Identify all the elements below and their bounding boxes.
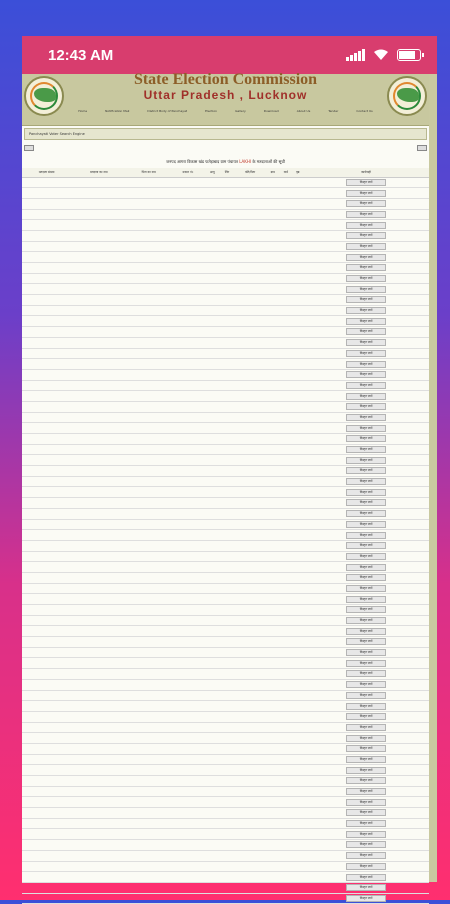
col-village: ग्राम (266, 168, 279, 177)
nav-election[interactable]: Election (205, 109, 218, 113)
notice-text: Panchayati Voter Search Engine (29, 132, 85, 136)
col-voter-no: मतदाता संख्या (22, 168, 71, 177)
table-row (22, 786, 429, 797)
table-row (22, 209, 429, 220)
table-row (22, 776, 429, 787)
status-icons (346, 49, 421, 61)
view-detail-button[interactable]: विस्तृत जानें (346, 756, 386, 763)
phone-screen (22, 36, 437, 900)
nav-download[interactable]: Download (263, 109, 279, 113)
view-detail-button[interactable]: विस्तृत जानें (346, 724, 386, 731)
table-row (22, 455, 429, 466)
site-title: State Election Commission (133, 71, 318, 88)
table-row (22, 220, 429, 231)
view-detail-button[interactable]: विस्तृत जानें (346, 328, 386, 335)
table-row (22, 188, 429, 199)
list-title-village: LAKHI (239, 159, 252, 164)
view-detail-button[interactable]: विस्तृत जानें (346, 564, 386, 571)
view-detail-button[interactable]: विस्तृत जानें (346, 692, 386, 699)
view-detail-button[interactable]: विस्तृत जानें (346, 222, 386, 229)
table-row (22, 327, 429, 338)
page-controls (22, 140, 429, 156)
view-detail-button[interactable]: विस्तृत जानें (346, 809, 386, 816)
table-row (22, 295, 429, 306)
signal-icon (346, 49, 365, 61)
table-row (22, 797, 429, 808)
view-detail-button[interactable]: विस्तृत जानें (346, 414, 386, 421)
nav-contact-us[interactable]: Contact Us (356, 109, 373, 113)
view-detail-button[interactable]: विस्तृत जानें (346, 254, 386, 261)
view-detail-button[interactable]: विस्तृत जानें (346, 841, 386, 848)
view-detail-button[interactable]: विस्तृत जानें (346, 478, 386, 485)
table-row (22, 273, 429, 284)
table-row (22, 733, 429, 744)
view-detail-button[interactable]: विस्तृत जानें (346, 425, 386, 432)
table-row (22, 369, 429, 380)
table-row (22, 540, 429, 551)
voter-table (22, 168, 429, 904)
table-row (22, 198, 429, 209)
view-detail-button[interactable]: विस्तृत जानें (346, 638, 386, 645)
view-detail-button[interactable]: विस्तृत जानें (346, 200, 386, 207)
table-row (22, 466, 429, 477)
table-row (22, 679, 429, 690)
col-house-no: मकान नं० (171, 168, 205, 177)
table-row (22, 818, 429, 829)
table-row (22, 263, 429, 274)
table-row (22, 743, 429, 754)
table-row (22, 861, 429, 872)
table-row (22, 380, 429, 391)
view-detail-button[interactable]: विस्तृत जानें (346, 339, 386, 346)
table-row (22, 551, 429, 562)
view-detail-button[interactable]: विस्तृत जानें (346, 820, 386, 827)
table-row (22, 829, 429, 840)
view-detail-button[interactable]: विस्तृत जानें (346, 467, 386, 474)
webview (22, 71, 437, 900)
table-row (22, 701, 429, 712)
table-row (22, 401, 429, 412)
view-detail-button[interactable]: विस्तृत जानें (346, 499, 386, 506)
view-detail-button[interactable]: विस्तृत जानें (346, 521, 386, 528)
col-voter-name: मतदाता का नाम (71, 168, 126, 177)
view-detail-button[interactable]: विस्तृत जानें (346, 296, 386, 303)
table-row (22, 605, 429, 616)
table-row (22, 690, 429, 701)
view-detail-button[interactable]: विस्तृत जानें (346, 670, 386, 677)
table-row (22, 850, 429, 861)
view-detail-button[interactable]: विस्तृत जानें (346, 457, 386, 464)
view-detail-button[interactable]: विस्तृत जानें (346, 649, 386, 656)
view-detail-button[interactable]: विस्तृत जानें (346, 286, 386, 293)
view-detail-button[interactable]: विस्तृत जानें (346, 232, 386, 239)
list-title-post: के मतदाताओं की सूची (252, 159, 285, 164)
table-row (22, 882, 429, 893)
view-detail-button[interactable]: विस्तृत जानें (346, 884, 386, 891)
table-row (22, 359, 429, 370)
back-button[interactable] (24, 145, 34, 151)
view-detail-button[interactable]: विस्तृत जानें (346, 735, 386, 742)
view-detail-button[interactable]: विस्तृत जानें (346, 777, 386, 784)
site-header (22, 71, 429, 126)
nav-tender[interactable]: Tender (328, 109, 339, 113)
view-detail-button[interactable]: विस्तृत जानें (346, 510, 386, 517)
col-gender: लिंग (220, 168, 234, 177)
web-page (22, 71, 429, 900)
list-title-pre: जनपद आगरा विकास खंड फतेहाबाद ग्राम पंचायत (166, 159, 238, 164)
view-detail-button[interactable]: विस्तृत जानें (346, 788, 386, 795)
nav-home[interactable]: Home (78, 109, 88, 113)
table-row (22, 893, 429, 904)
table-row (22, 765, 429, 776)
table-row (22, 434, 429, 445)
col-action: कार्यवाही (303, 168, 429, 177)
view-detail-button[interactable]: विस्तृत जानें (346, 542, 386, 549)
table-row (22, 252, 429, 263)
view-detail-button[interactable]: विस्तृत जानें (346, 307, 386, 314)
notice-bar (24, 128, 427, 140)
table-row (22, 594, 429, 605)
view-detail-button[interactable]: विस्तृत जानें (346, 190, 386, 197)
view-detail-button[interactable]: विस्तृत जानें (346, 393, 386, 400)
table-row (22, 316, 429, 327)
view-detail-button[interactable]: विस्तृत जानें (346, 585, 386, 592)
view-detail-button[interactable]: विस्तृत जानें (346, 446, 386, 453)
view-detail-button[interactable]: विस्तृत जानें (346, 211, 386, 218)
view-detail-button[interactable]: विस्तृत जानें (346, 318, 386, 325)
nav-about-us[interactable]: About Us (296, 109, 311, 113)
view-detail-button[interactable]: विस्तृत जानें (346, 745, 386, 752)
table-row (22, 583, 429, 594)
table-row (22, 230, 429, 241)
wifi-icon (373, 49, 389, 61)
view-detail-button[interactable]: विस्तृत जानें (346, 831, 386, 838)
view-detail-button[interactable]: विस्तृत जानें (346, 532, 386, 539)
status-time: 12:43 AM (48, 46, 114, 64)
view-detail-button[interactable]: विस्तृत जानें (346, 371, 386, 378)
view-detail-button[interactable]: विस्तृत जानें (346, 275, 386, 282)
table-row (22, 423, 429, 434)
table-row (22, 647, 429, 658)
table-row (22, 284, 429, 295)
table-row (22, 840, 429, 851)
view-detail-button[interactable]: विस्तृत जानें (346, 874, 386, 881)
view-detail-button[interactable]: विस्तृत जानें (346, 596, 386, 603)
nav-gallery[interactable]: Gallery (235, 109, 246, 113)
view-detail-button[interactable]: विस्तृत जानें (346, 863, 386, 870)
table-row (22, 637, 429, 648)
table-row (22, 487, 429, 498)
view-detail-button[interactable]: विस्तृत जानें (346, 382, 386, 389)
table-row (22, 711, 429, 722)
table-row (22, 444, 429, 455)
view-detail-button[interactable]: विस्तृत जानें (346, 713, 386, 720)
col-father-name: पिता का नाम (126, 168, 171, 177)
print-button[interactable] (417, 145, 427, 151)
table-row (22, 412, 429, 423)
view-detail-button[interactable]: विस्तृत जानें (346, 264, 386, 271)
table-row (22, 508, 429, 519)
table-row (22, 177, 429, 188)
view-detail-button[interactable]: विस्तृत जानें (346, 660, 386, 667)
view-detail-button[interactable]: विस्तृत जानें (346, 767, 386, 774)
table-row (22, 669, 429, 680)
view-detail-button[interactable]: विस्तृत जानें (346, 799, 386, 806)
view-detail-button[interactable]: विस्तृत जानें (346, 361, 386, 368)
table-row (22, 337, 429, 348)
view-detail-button[interactable]: विस्तृत जानें (346, 606, 386, 613)
table-header-row (22, 168, 429, 177)
col-ward: वार्ड (279, 168, 292, 177)
battery-icon (397, 49, 421, 61)
view-detail-button[interactable]: विस्तृत जानें (346, 179, 386, 186)
table-row (22, 348, 429, 359)
col-relation: पति/पिता (234, 168, 266, 177)
col-page: पृष्ठ (292, 168, 303, 177)
nav-district-body[interactable]: District Body of Panchayat (147, 109, 188, 113)
list-title (22, 156, 429, 168)
status-bar (22, 36, 437, 74)
view-detail-button[interactable]: विस्तृत जानें (346, 617, 386, 624)
table-body (22, 177, 429, 904)
table-row (22, 808, 429, 819)
table-row (22, 241, 429, 252)
table-row (22, 391, 429, 402)
view-detail-button[interactable]: विस्तृत जानें (346, 895, 386, 902)
view-detail-button[interactable]: विस्तृत जानें (346, 574, 386, 581)
col-age: आयु (205, 168, 220, 177)
table-row (22, 519, 429, 530)
table-row (22, 572, 429, 583)
view-detail-button[interactable]: विस्तृत जानें (346, 681, 386, 688)
table-row (22, 476, 429, 487)
table-row (22, 722, 429, 733)
table-row (22, 562, 429, 573)
site-subtitle: Uttar Pradesh , Lucknow (143, 88, 308, 102)
site-nav (22, 108, 429, 114)
view-detail-button[interactable]: विस्तृत जानें (346, 403, 386, 410)
view-detail-button[interactable]: विस्तृत जानें (346, 435, 386, 442)
table-row (22, 305, 429, 316)
view-detail-button[interactable]: विस्तृत जानें (346, 852, 386, 859)
view-detail-button[interactable]: विस्तृत जानें (346, 489, 386, 496)
table-row (22, 530, 429, 541)
table-row (22, 658, 429, 669)
view-detail-button[interactable]: विस्तृत जानें (346, 628, 386, 635)
table-row (22, 754, 429, 765)
view-detail-button[interactable]: विस्तृत जानें (346, 703, 386, 710)
table-row (22, 498, 429, 509)
view-detail-button[interactable]: विस्तृत जानें (346, 350, 386, 357)
table-row (22, 626, 429, 637)
table-row (22, 615, 429, 626)
table-row (22, 872, 429, 883)
view-detail-button[interactable]: विस्तृत जानें (346, 553, 386, 560)
nav-notification-mail[interactable]: Notification Mail (105, 109, 130, 113)
view-detail-button[interactable]: विस्तृत जानें (346, 243, 386, 250)
